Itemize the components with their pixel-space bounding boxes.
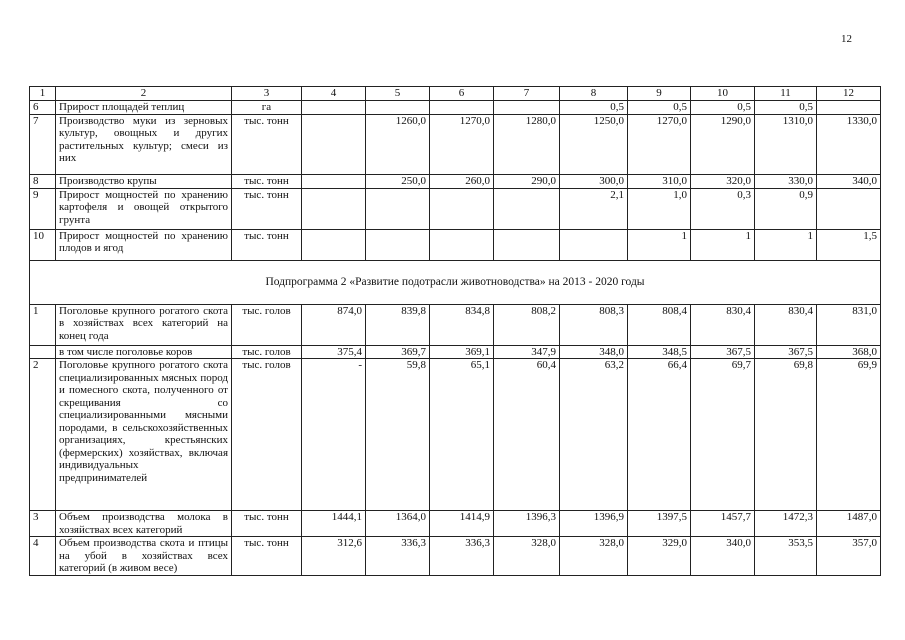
value-cell: 300,0 xyxy=(560,174,628,188)
value-cell: 60,4 xyxy=(494,359,560,511)
row-number: 4 xyxy=(30,537,56,576)
value-cell: 367,5 xyxy=(755,345,817,359)
value-cell: 375,4 xyxy=(302,345,366,359)
value-cell: 336,3 xyxy=(366,537,430,576)
value-cell: 1 xyxy=(691,229,755,260)
table-row xyxy=(30,345,881,359)
indicator-name: Производство муки из зерновых культур, овощных и других растительных культур; смеси из них xyxy=(56,114,232,174)
value-cell: 1250,0 xyxy=(560,114,628,174)
value-cell xyxy=(430,188,494,229)
value-cell: 65,1 xyxy=(430,359,494,511)
unit-cell: га xyxy=(232,100,302,114)
value-cell: 834,8 xyxy=(430,304,494,345)
value-cell: 69,9 xyxy=(817,359,881,511)
table-row xyxy=(30,114,881,174)
table-row xyxy=(30,229,881,260)
value-cell: 1396,9 xyxy=(560,511,628,537)
value-cell: 1,0 xyxy=(628,188,691,229)
indicator-name: в том числе поголовье коров xyxy=(56,345,232,359)
value-cell: 1330,0 xyxy=(817,114,881,174)
value-cell: 0,5 xyxy=(628,100,691,114)
indicator-name: Объем производства скота и птицы на убой в хозяйствах всех категорий (в живом весе) xyxy=(56,537,232,576)
row-number xyxy=(30,345,56,359)
value-cell: 260,0 xyxy=(430,174,494,188)
header-cell: 6 xyxy=(430,87,494,101)
unit-cell: тыс. тонн xyxy=(232,511,302,537)
value-cell xyxy=(302,114,366,174)
row-number: 3 xyxy=(30,511,56,537)
row-number: 8 xyxy=(30,174,56,188)
value-cell: 1280,0 xyxy=(494,114,560,174)
row-number: 7 xyxy=(30,114,56,174)
value-cell: 329,0 xyxy=(628,537,691,576)
value-cell: 330,0 xyxy=(755,174,817,188)
value-cell xyxy=(817,188,881,229)
indicator-name: Прирост мощностей по хранению картофеля и овощей открытого грунта xyxy=(56,188,232,229)
value-cell: 1260,0 xyxy=(366,114,430,174)
header-cell: 3 xyxy=(232,87,302,101)
header-cell: 2 xyxy=(56,87,232,101)
value-cell: 367,5 xyxy=(691,345,755,359)
unit-cell: тыс. голов xyxy=(232,304,302,345)
header-cell: 9 xyxy=(628,87,691,101)
value-cell: 290,0 xyxy=(494,174,560,188)
value-cell: 1397,5 xyxy=(628,511,691,537)
value-cell: 368,0 xyxy=(817,345,881,359)
value-cell: 250,0 xyxy=(366,174,430,188)
value-cell: 0,5 xyxy=(691,100,755,114)
value-cell xyxy=(430,229,494,260)
value-cell: 66,4 xyxy=(628,359,691,511)
value-cell: 1444,1 xyxy=(302,511,366,537)
row-number: 6 xyxy=(30,100,56,114)
unit-cell: тыс. тонн xyxy=(232,537,302,576)
value-cell: 369,1 xyxy=(430,345,494,359)
value-cell: 0,5 xyxy=(755,100,817,114)
value-cell: 1 xyxy=(628,229,691,260)
value-cell: 0,3 xyxy=(691,188,755,229)
value-cell xyxy=(302,100,366,114)
header-cell: 10 xyxy=(691,87,755,101)
indicator-name: Производство крупы xyxy=(56,174,232,188)
value-cell: 874,0 xyxy=(302,304,366,345)
value-cell: 1396,3 xyxy=(494,511,560,537)
value-cell: 0,9 xyxy=(755,188,817,229)
value-cell: 328,0 xyxy=(560,537,628,576)
header-cell: 11 xyxy=(755,87,817,101)
value-cell: 328,0 xyxy=(494,537,560,576)
value-cell: 69,8 xyxy=(755,359,817,511)
indicator-name: Прирост площадей теплиц xyxy=(56,100,232,114)
unit-cell: тыс. тонн xyxy=(232,188,302,229)
value-cell: 1 xyxy=(755,229,817,260)
table-row xyxy=(30,359,881,511)
value-cell xyxy=(366,188,430,229)
header-cell: 1 xyxy=(30,87,56,101)
value-cell: 336,3 xyxy=(430,537,494,576)
value-cell: 320,0 xyxy=(691,174,755,188)
value-cell: 369,7 xyxy=(366,345,430,359)
row-number: 9 xyxy=(30,188,56,229)
indicator-name: Поголовье крупного рогатого скота в хозяйствах всех категорий на конец года xyxy=(56,304,232,345)
value-cell: 808,3 xyxy=(560,304,628,345)
header-cell: 5 xyxy=(366,87,430,101)
unit-cell: тыс. голов xyxy=(232,345,302,359)
unit-cell: тыс. тонн xyxy=(232,174,302,188)
value-cell xyxy=(302,188,366,229)
value-cell xyxy=(302,229,366,260)
value-cell xyxy=(494,188,560,229)
value-cell: 59,8 xyxy=(366,359,430,511)
value-cell: 69,7 xyxy=(691,359,755,511)
value-cell: 1270,0 xyxy=(430,114,494,174)
indicator-name: Объем производства молока в хозяйствах всех категорий xyxy=(56,511,232,537)
value-cell: 353,5 xyxy=(755,537,817,576)
table-row xyxy=(30,100,881,114)
indicator-name: Поголовье крупного рогатого скота специализированных мясных пород и помесного скота, полученного от скрещивания со специализированными мясными породами, в сельскохозяйственных организациях, крестьянских (фермерских) хозяйствах, включая индивидуальных предпринимателей xyxy=(56,359,232,511)
value-cell: 1310,0 xyxy=(755,114,817,174)
value-cell: 2,1 xyxy=(560,188,628,229)
value-cell: 348,5 xyxy=(628,345,691,359)
value-cell: 808,4 xyxy=(628,304,691,345)
unit-cell: тыс. тонн xyxy=(232,114,302,174)
value-cell: 312,6 xyxy=(302,537,366,576)
value-cell: 1487,0 xyxy=(817,511,881,537)
table-row xyxy=(30,511,881,537)
header-cell: 12 xyxy=(817,87,881,101)
header-row xyxy=(30,87,881,101)
value-cell: 347,9 xyxy=(494,345,560,359)
row-number: 1 xyxy=(30,304,56,345)
value-cell xyxy=(494,229,560,260)
table-row xyxy=(30,304,881,345)
row-number: 2 xyxy=(30,359,56,511)
value-cell: 340,0 xyxy=(691,537,755,576)
page-number: 12 xyxy=(841,33,852,45)
value-cell: 0,5 xyxy=(560,100,628,114)
value-cell xyxy=(302,174,366,188)
table-row xyxy=(30,174,881,188)
unit-cell: тыс. тонн xyxy=(232,229,302,260)
value-cell: 357,0 xyxy=(817,537,881,576)
value-cell: 830,4 xyxy=(755,304,817,345)
value-cell: 310,0 xyxy=(628,174,691,188)
value-cell: 1472,3 xyxy=(755,511,817,537)
value-cell: 1457,7 xyxy=(691,511,755,537)
indicator-name: Прирост мощностей по хранению плодов и ягод xyxy=(56,229,232,260)
value-cell: - xyxy=(302,359,366,511)
value-cell xyxy=(560,229,628,260)
table-row xyxy=(30,537,881,576)
value-cell: 340,0 xyxy=(817,174,881,188)
value-cell: 1364,0 xyxy=(366,511,430,537)
value-cell: 831,0 xyxy=(817,304,881,345)
header-cell: 8 xyxy=(560,87,628,101)
value-cell xyxy=(366,229,430,260)
value-cell: 1290,0 xyxy=(691,114,755,174)
value-cell: 63,2 xyxy=(560,359,628,511)
indicators-table xyxy=(29,86,881,576)
value-cell: 839,8 xyxy=(366,304,430,345)
value-cell xyxy=(494,100,560,114)
header-cell: 7 xyxy=(494,87,560,101)
value-cell xyxy=(817,100,881,114)
value-cell: 348,0 xyxy=(560,345,628,359)
value-cell: 1270,0 xyxy=(628,114,691,174)
header-cell: 4 xyxy=(302,87,366,101)
value-cell: 1,5 xyxy=(817,229,881,260)
row-number: 10 xyxy=(30,229,56,260)
value-cell: 808,2 xyxy=(494,304,560,345)
value-cell xyxy=(430,100,494,114)
value-cell xyxy=(366,100,430,114)
table-row xyxy=(30,188,881,229)
value-cell: 830,4 xyxy=(691,304,755,345)
unit-cell: тыс. голов xyxy=(232,359,302,511)
section-title: Подпрограмма 2 «Развитие подотрасли животноводства» на 2013 - 2020 годы xyxy=(30,260,881,304)
section-row xyxy=(30,260,881,304)
value-cell: 1414,9 xyxy=(430,511,494,537)
